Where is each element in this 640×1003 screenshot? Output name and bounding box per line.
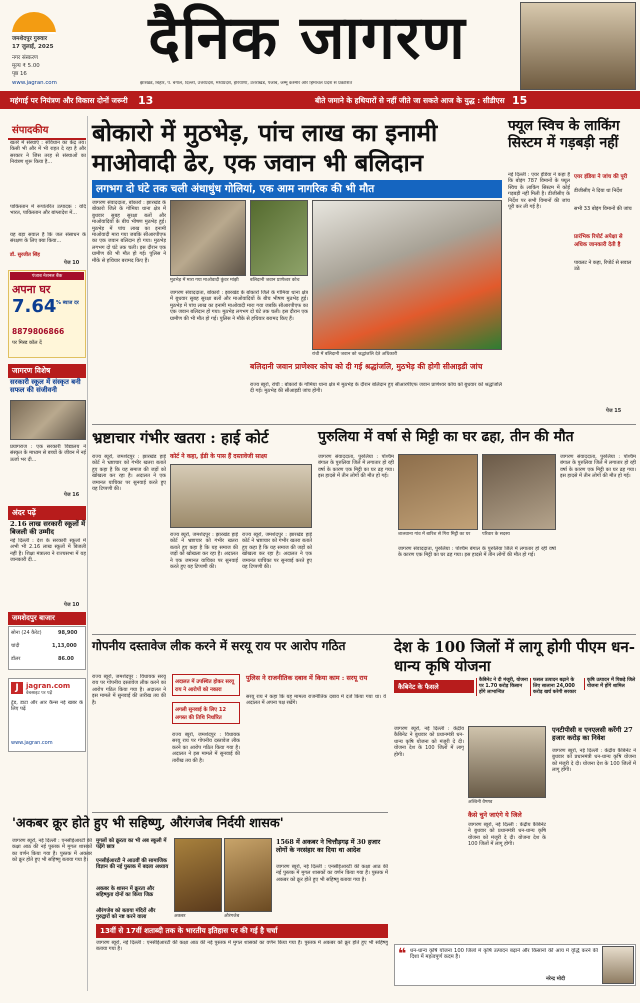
market-name-1: चांदी <box>11 643 20 649</box>
inside-label: अंदर पढ़ें <box>8 506 86 520</box>
cabinet-label: कैबिनेट के फैसले <box>394 680 474 693</box>
akbar-bullet2: एनसीईआरटी ने आठवीं की सामाजिक विज्ञान की नई पुस्तक में बदला अध्याय <box>96 858 169 871</box>
purulia-photo2-caption: परिवार के सदस्य <box>482 532 510 537</box>
lead-sub2-headline[interactable]: बलिदानी जवान प्राणेश्वर कोच को दी गई श्रद्धांजलि, मुठभेड़ की होगी सीआइडी जांच <box>250 362 483 371</box>
right-lead-bullet4: प्रारंभिक रिपोर्ट अपेक्षा से अधिक जानकारी देती है <box>574 234 623 248</box>
right-lead-bullet1: एयर इंडिया ने जांच की पूरी <box>574 174 628 180</box>
masthead <box>0 0 640 88</box>
lead-photo-caption: मुठभेड़ में मारा गया माओवादी कुंवर मांझी <box>170 278 239 283</box>
jagran-com-text: ट्रेंड, डाटा और आर कैन्स नई खबर के लिए पढ़ें <box>11 700 83 713</box>
jagran-special-label: जागरण विशेष <box>8 364 86 378</box>
yojana-item1: कैबिनेट ने दी मंजूरी, योजना पर 1.70 करोड़ किसान होंगे लाभान्वित <box>476 678 528 696</box>
purulia-photo <box>398 454 478 530</box>
divider-2 <box>92 634 636 635</box>
ticker-left[interactable]: महंगाई पर नियंत्रण और विकास दोनों जरूरी <box>10 96 128 105</box>
akbar-bullet4: औरंगजेब को बताया मंदिरों और गुरुद्वारों को नष्ट करने वाला <box>96 908 156 921</box>
ticker-right-page: 15 <box>512 94 528 107</box>
right-lead-bullet5: पायलट ने कहा, रिपोर्ट से सवाल उठे <box>574 260 632 272</box>
ticker-left-page: 13 <box>138 94 154 107</box>
right-lead-bullet3: सभी 33 बोइंग विमानों की जांच <box>574 206 632 212</box>
divider-3 <box>92 812 388 813</box>
hc-text-col3: राज्य ब्यूरो, जमशेदपुर : झारखंड हाई कोर्ट ने भ्रष्टाचार को गंभीर खतरा बताते हुए कहा है कि यह समाज की जड़ों को खोखला कर रहा है। अदालत ने एक जमानत याचिका पर सुनवाई करते हुए यह टिप्पणी की। <box>242 532 312 571</box>
editorial-page: पेज 10 <box>64 260 80 266</box>
lead-photo3-caption: रांची में बलिदानी जवान को श्रद्धांजलि देते अधिकारी <box>312 352 398 357</box>
ad-note: पर मिस्ड कॉल दें <box>12 340 42 346</box>
saryu-text-col2: राज्य ब्यूरो, जमशेदपुर : विधायक सरयू राय पर गोपनीय दस्तावेज लीक करने का आरोप गठित किया गया है। अदालत ने इस मामले में सुनवाई की तारीख तय की है। <box>172 732 240 764</box>
masthead-date: 17 जुलाई, 2025 <box>12 44 54 50</box>
saryu-box1: अदालत में उपस्थित होकर सरयू राय ने आरोपों को नकारा <box>172 674 240 696</box>
market-name-2: डॉलर <box>11 656 21 662</box>
purulia-text: जागरण संवाददाता, पुरुलिया : पश्चिम बंगाल के पुरुलिया जिले में लगातार हो रही वर्षा के कारण एक मिट्टी का घर ढह गया। इस हादसे में तीन लोगों की मौत हो गई। <box>318 454 394 480</box>
jagran-com-tag: वेबसाइट पर पढ़ें <box>26 691 53 696</box>
jagran-special-text: प्रयागराज : एक सरकारी विद्यालय ने संस्कृत के माध्यम से बच्चों के जीवन में नई ऊर्जा भर दी... <box>10 444 86 463</box>
akbar-photo-caption: अकबर <box>174 914 186 919</box>
lead-photo2 <box>250 200 308 276</box>
akbar-text-col3: जागरण ब्यूरो, नई दिल्ली : एनसीईआरटी की कक्षा आठ की नई पुस्तक में मुगल शासकों का वर्णन किया गया है। पुस्तक में अकबर को क्रूर होते हुए भी सहिष्णु बताया गया है। <box>96 940 388 953</box>
saryu-text: राज्य ब्यूरो, जमशेदपुर : विधायक सरयू राय पर गोपनीय दस्तावेज लीक करने का आरोप गठित किया गया है। अदालत ने इस मामले में सुनवाई की तारीख तय की है। <box>92 674 166 706</box>
saryu-headline[interactable]: गोपनीय दस्तावेज लीक करने में सरयू राय पर आरोप गठित <box>92 639 346 653</box>
yojana-item2: फसल उत्पादन बढ़ाने के लिए सालाना 24,000 करोड़ खर्च करेगी सरकार <box>530 678 582 696</box>
masthead-edition: नगर संस्करण <box>12 55 38 61</box>
masthead-portrait <box>520 2 636 90</box>
masthead-pages: पृष्ठ 16 <box>12 71 27 77</box>
ad-rate-unit: % ब्याज दर <box>56 300 79 306</box>
footer-note: धन-धान्य कृषि योजना 100 जिलों में कृषि उत्पादन बढ़ाने और किसानों की आय में वृद्धि करने की दिशा में महत्वपूर्ण कदम है। <box>410 948 598 961</box>
aurangzeb-photo-caption: औरंगजेब <box>224 914 240 919</box>
market-value-2: 86.00 <box>58 656 74 662</box>
purulia-text-col2: जागरण संवाददाता, पुरुलिया : पश्चिम बंगाल के पुरुलिया जिले में लगातार हो रही वर्षा के कारण एक मिट्टी का घर ढह गया। इस हादसे में तीन लोगों की मौत हो गई। <box>560 454 636 480</box>
right-lead-bullet2: डीजीसीए ने दिया था निर्देश <box>574 188 623 194</box>
inside-headline[interactable]: 2.16 लाख सरकारी स्कूलों में बिजली की उम्मीद <box>10 520 86 536</box>
akbar-bullet3: अकबर के शासन में क्रूरता और सहिष्णुता दोनों का किया जिक्र <box>96 886 155 899</box>
hc-headline[interactable]: भ्रष्टाचार गंभीर खतरा : हाई कोर्ट <box>92 429 269 447</box>
ad-brand: पंजाब नेशनल बैंक <box>10 272 84 280</box>
editorial-label: संपादकीय <box>8 120 86 140</box>
jagran-com-logo-icon: J <box>11 682 23 694</box>
ad-title: अपना घर <box>12 283 51 296</box>
lead-photo3 <box>312 200 502 350</box>
yojana-item3: कृषि उत्पादन में पिछड़े जिले योजना में होंगे शामिल <box>584 678 636 690</box>
masthead-title: दैनिक जागरण <box>148 3 466 73</box>
ad-phone[interactable]: 8879806866 <box>12 327 65 336</box>
ntpc-text: जागरण ब्यूरो, नई दिल्ली : केंद्रीय कैबिनेट ने बुधवार को प्रधानमंत्री धन-धान्य कृषि योजना को मंजूरी दे दी। योजना देश के 100 जिलों में लागू होगी। <box>552 748 636 774</box>
saryu-sub-text: सरयू राय ने कहा कि यह मामला राजनीतिक दबाव में दर्ज किया गया था। वे अदालत में अपना पक्ष रखेंगे। <box>246 694 386 707</box>
masthead-city-day: जमशेदपुर गुरुवार <box>12 36 48 42</box>
quote-icon: ❝ <box>398 946 407 962</box>
inside-text: नई दिल्ली : देश के सरकारी स्कूलों में अभी भी 2.16 लाख स्कूलों में बिजली नहीं है। शिक्षा मंत्रालय ने राज्यसभा में यह जानकारी दी... <box>10 538 86 564</box>
akbar-text2: 1568 में अकबर ने चित्तौड़गढ़ में 30 हजार लोगों के नरसंहार का दिया था आदेश <box>276 838 381 854</box>
lead-sub2-text: राज्य ब्यूरो, रांची : बोकारो के गोमिया थाना क्षेत्र में मुठभेड़ के दौरान बलिदान हुए सीआरपीएफ जवान प्राणेश्वर कोच को बुधवार को श्रद्धांजलि दी गई। मुठभेड़ की सीआइडी जांच होगी। <box>250 382 502 395</box>
lead-photo <box>170 200 246 276</box>
purulia-photo2 <box>482 454 556 530</box>
lead-text: जागरण संवाददाता, बोकारो : झारखंड के बोकारो जिले के गोमिया थाना क्षेत्र में बुधवार सुबह सुरक्षा बलों और माओवादियों के बीच भीषण मुठभेड़ हुई। मुठभेड़ में पांच लाख का इनामी माओवादी मारा गया जबकि सीआरपीएफ का एक जवान बलिदान हो गया। मुठभेड़ लगभग दो घंटे तक चली। इस दौरान एक ग्रामीण की भी मौत हो गई। पुलिस ने मौके से हथियार बरामद किए हैं। <box>92 200 166 264</box>
logo-sun-icon <box>12 12 56 34</box>
lead-text-col2: जागरण संवाददाता, बोकारो : झारखंड के बोकारो जिले के गोमिया थाना क्षेत्र में बुधवार सुबह सुरक्षा बलों और माओवादियों के बीच भीषण मुठभेड़ हुई। मुठभेड़ में पांच लाख का इनामी माओवादी मारा गया जबकि सीआरपीएफ का एक जवान बलिदान हो गया। मुठभेड़ लगभग दो घंटे तक चली। इस दौरान एक ग्रामीण की भी मौत हो गई। पुलिस ने मौके से हथियार बरामद किए हैं। <box>170 290 308 322</box>
lead-photo2-caption: बलिदानी जवान प्राणेश्वर कोच <box>250 278 300 283</box>
akbar-text: जागरण ब्यूरो, नई दिल्ली : एनसीईआरटी की कक्षा आठ की नई पुस्तक में मुगल शासकों का वर्णन किया गया है। पुस्तक में अकबर को क्रूर होते हुए भी सहिष्णु बताया गया है। <box>12 838 92 864</box>
akbar-photo <box>174 838 222 912</box>
footer-portrait <box>602 946 634 984</box>
hc-text-col2: राज्य ब्यूरो, जमशेदपुर : झारखंड हाई कोर्ट ने भ्रष्टाचार को गंभीर खतरा बताते हुए कहा है कि यह समाज की जड़ों को खोखला कर रहा है। अदालत ने एक जमानत याचिका पर सुनवाई करते हुए यह टिप्पणी की। <box>170 532 238 571</box>
hc-photo-caption: कोर्ट ने कहा, ईडी के पास हैं दस्तावेजी साक्ष्य <box>170 453 267 460</box>
ticker-right[interactable]: बीते जमाने के हथियारों से नहीं जीते जा सकते आज के युद्ध : सीडीएस <box>315 96 505 105</box>
akbar-bullet1: मुगलों को क्रूरता का भी अब स्कूली में पढ़ेंगे छात्र <box>96 838 167 851</box>
footer-author: नरेन्द्र मोदी <box>546 976 565 982</box>
masthead-states: झारखंड, बिहार, प. बंगाल, दिल्ली, उत्तरप्रदेश, मध्यप्रदेश, हरियाणा, उत्तराखंड, पंजाब, जम्मू कश्मीर और हिमाचल प्रदेश से प्रकाशित <box>140 81 353 86</box>
purulia-headline[interactable]: पुरुलिया में वर्षा से मिट्टी का घर ढहा, तीन की मौत <box>318 429 574 445</box>
right-lead-headline[interactable]: फ्यूल स्विच के लाकिंग सिस्टम में गड़बड़ी नहीं <box>508 118 620 151</box>
yojana-headline[interactable]: देश के 100 जिलों में लागू होगी पीएम धन-धान्य कृषि योजना <box>394 638 635 675</box>
market-label: जमशेदपुर बाजार <box>8 612 86 625</box>
market-value-1: 1,13,000 <box>52 643 77 649</box>
ntpc-headline[interactable]: एनटीपीसी व एनएलसी करेंगी 27 हजार करोड़ का निवेश <box>552 726 633 742</box>
hc-text: राज्य ब्यूरो, जमशेदपुर : झारखंड हाई कोर्ट ने भ्रष्टाचार को गंभीर खतरा बताते हुए कहा है कि यह समाज की जड़ों को खोखला कर रहा है। अदालत ने एक जमानत याचिका पर सुनवाई करते हुए यह टिप्पणी की। <box>92 454 166 493</box>
jagran-special-photo <box>10 400 86 440</box>
purulia-text-col3: जागरण संवाददाता, पुरुलिया : पश्चिम बंगाल के पुरुलिया जिले में लगातार हो रही वर्षा के कारण एक मिट्टी का घर ढह गया। इस हादसे में तीन लोगों की मौत हो गई। <box>398 546 556 559</box>
right-lead-text: नई दिल्ली : एयर इंडिया ने कहा है कि बोइंग 787 विमानों के फ्यूल स्विच के लाकिंग सिस्टम में कोई गड़बड़ी नहीं मिली है। डीजीसीए के निर्देश पर सभी विमानों की जांच पूरी कर ली गई है। <box>508 172 570 211</box>
hc-photo <box>170 464 312 528</box>
yojana-photo <box>468 726 546 798</box>
saryu-box2: अगली सुनवाई के लिए 12 अगस्त की तिथि निर्धारित <box>172 702 240 724</box>
market-value-0: 98,900 <box>58 630 78 636</box>
ad-rate: 7.64 <box>12 296 57 317</box>
saryu-sub-headline[interactable]: पुलिस ने राजनीतिक दबाव में किया काम : सरयू राय <box>246 674 368 682</box>
masthead-price: मूल्य ₹ 5.00 <box>12 63 40 69</box>
aurangzeb-photo <box>224 838 272 912</box>
akbar-text-col2: जागरण ब्यूरो, नई दिल्ली : एनसीईआरटी की कक्षा आठ की नई पुस्तक में मुगल शासकों का वर्णन किया गया है। पुस्तक में अकबर को क्रूर होते हुए भी सहिष्णु बताया गया है। <box>276 864 388 883</box>
editorial-text2: पाकिस्तान में रूपांतरित उत्पादक : यदि भारत, पाकिस्तान और बांग्लादेश में... <box>10 204 86 217</box>
jagran-com-url[interactable]: www.jagran.com <box>11 740 53 746</box>
yojana-text-col2: जागरण ब्यूरो, नई दिल्ली : केंद्रीय कैबिनेट ने बुधवार को प्रधानमंत्री धन-धान्य कृषि योजना को मंजूरी दे दी। योजना देश के 100 जिलों में लागू होगी। <box>468 822 546 848</box>
jagran-special-page: पेज 16 <box>64 492 80 498</box>
jagran-special-headline[interactable]: सरकारी स्कूल में संस्कृत बनी सफल की संजीवनी <box>10 378 81 394</box>
right-lead-page: पेज 15 <box>606 408 622 414</box>
yojana-text: जागरण ब्यूरो, नई दिल्ली : केंद्रीय कैबिनेट ने बुधवार को प्रधानमंत्री धन-धान्य कृषि योजना को मंजूरी दे दी। योजना देश के 100 जिलों में लागू होगी। <box>394 726 464 758</box>
divider-1 <box>92 424 636 425</box>
akbar-banner: 13वीं से 17वीं शताब्दी तक के भारतीय इतिहास पर की गई है चर्चा <box>96 924 388 938</box>
jagran-com[interactable]: jagran.com <box>26 682 71 690</box>
yojana-sub-headline[interactable]: कैसे चुने जाएंगे ये जिले <box>468 811 522 819</box>
akbar-headline[interactable]: 'अकबर क्रूर होते हुए भी सहिष्णु, औरंगजेब निर्दयी शासक' <box>12 816 284 831</box>
inside-page: पेज 10 <box>64 602 80 608</box>
lead-subhead: लगभग दो घंटे तक चली अंधाधुंध गोलियां, एक आम नागरिक की भी मौत <box>92 180 502 198</box>
purulia-photo-caption: शालवाना गांव में बारिश से गिरा मिट्टी का घर <box>398 532 471 537</box>
editorial-author: डॉ. सुरजीत सिंह <box>10 252 40 258</box>
editorial-text1: खतरे में संस्थाएं : संविधान का केंद्र तय। किसी भी और में भी राहत दे रहा है और सरकार ने जिस तरह से संस्थाओं का नियंत्रण शुरू किया है... <box>10 140 86 166</box>
editorial-text3: यह बड़ा सवाल है कि जल संसाधन के संरक्षण के लिए क्या किया... <box>10 232 86 245</box>
market-name-0: सोना (24 कैरेट) <box>11 630 42 636</box>
masthead-site[interactable]: www.jagran.com <box>12 80 57 86</box>
lead-headline[interactable]: बोकारो में मुठभेड़, पांच लाख का इनामी माओवादी ढेर, एक जवान भी बलिदान <box>92 118 438 177</box>
yojana-photo-caption: अश्विनी वैष्णव <box>468 800 493 805</box>
